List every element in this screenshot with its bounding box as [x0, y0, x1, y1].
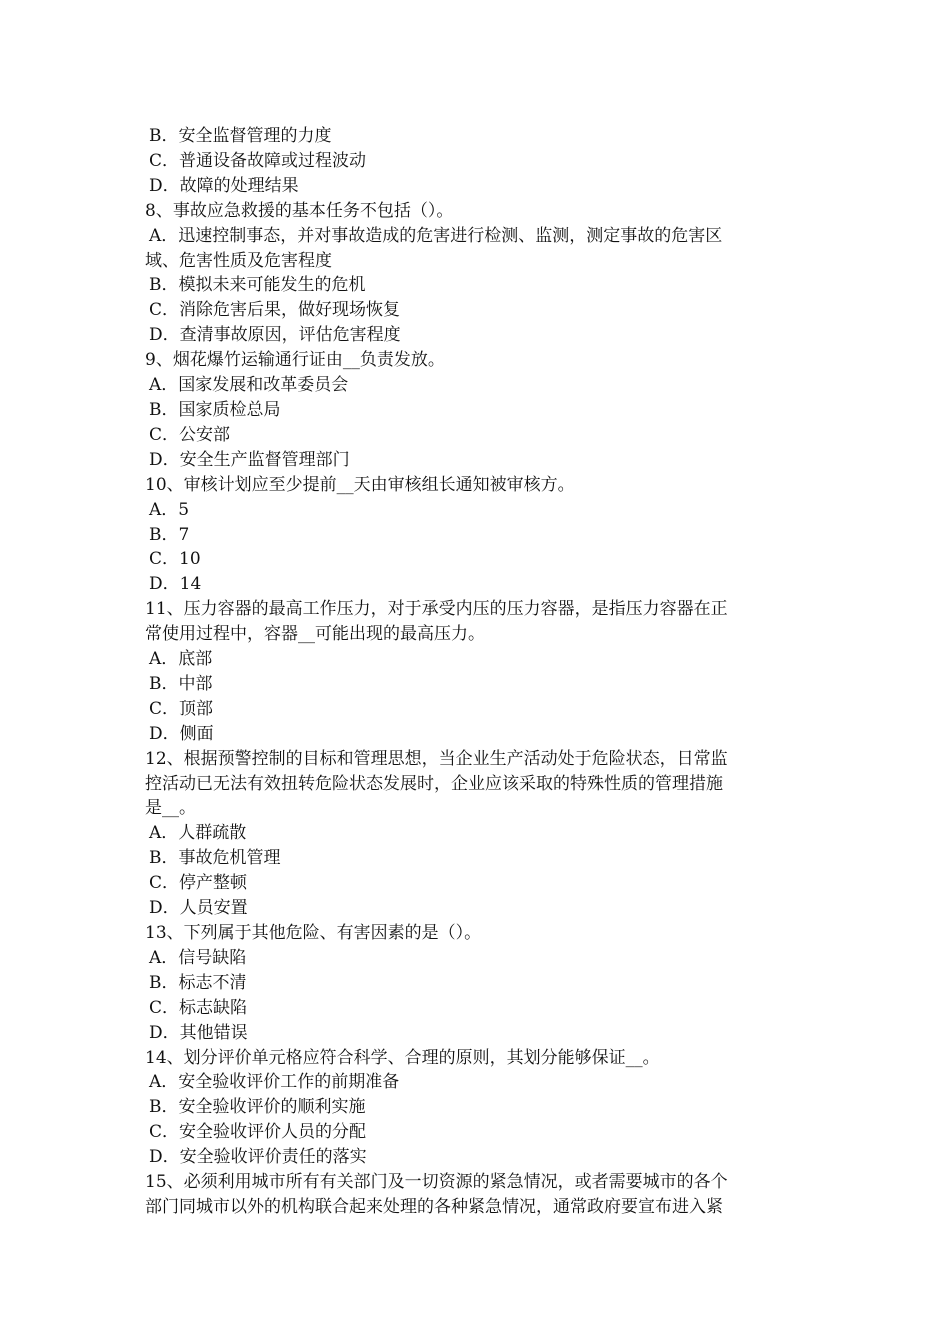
answer-option: D．安全验收评价责任的落实: [149, 1147, 367, 1168]
answer-option: B．模拟未来可能发生的危机: [149, 275, 366, 296]
question-text-continuation: 控活动已无法有效扭转危险状态发展时，企业应该采取的特殊性质的管理措施: [145, 773, 723, 794]
answer-option: A．迅速控制事态，并对事故造成的危害进行检测、监测，测定事故的危害区: [149, 225, 723, 246]
answer-option: C．公安部: [149, 424, 231, 445]
answer-option: C．普通设备故障或过程波动: [149, 150, 367, 171]
answer-option: B．安全验收评价的顺利实施: [149, 1097, 366, 1118]
answer-option: A．5: [149, 499, 190, 520]
question-text-continuation: 常使用过程中，容器__可能出现的最高压力。: [145, 624, 485, 645]
answer-option: B．国家质检总局: [149, 399, 281, 420]
question-text-continuation: 部门同城市以外的机构联合起来处理的各种紧急情况，通常政府要宣布进入紧: [145, 1196, 723, 1217]
question-text: 11、压力容器的最高工作压力，对于承受内压的压力容器，是指压力容器在正: [145, 599, 728, 620]
answer-option: D．14: [149, 574, 202, 595]
answer-option: A．安全验收评价工作的前期准备: [149, 1072, 400, 1093]
answer-option: D．人员安置: [149, 898, 248, 919]
answer-option: C．10: [149, 549, 201, 570]
question-text: 12、根据预警控制的目标和管理思想，当企业生产活动处于危险状态，日常监: [145, 748, 728, 769]
answer-option: A．信号缺陷: [149, 947, 247, 968]
question-text: 10、审核计划应至少提前__天由审核组长通知被审核方。: [145, 474, 575, 495]
answer-option: B．7: [149, 524, 190, 545]
question-text: 15、必须利用城市所有有关部门及一切资源的紧急情况，或者需要城市的各个: [145, 1172, 728, 1193]
answer-option: C．停产整顿: [149, 873, 248, 894]
answer-option: A．人群疏散: [149, 823, 247, 844]
answer-option: C．标志缺陷: [149, 997, 248, 1018]
answer-option: D．故障的处理结果: [149, 175, 299, 196]
answer-option: A．国家发展和改革委员会: [149, 375, 349, 396]
question-text: 9、烟花爆竹运输通行证由__负责发放。: [145, 350, 445, 371]
answer-option: C．安全验收评价人员的分配: [149, 1122, 367, 1143]
answer-option: B．安全监督管理的力度: [149, 126, 332, 146]
answer-option: D．侧面: [149, 723, 214, 744]
document-page: [145, 124, 810, 1220]
question-text: 13、下列属于其他危险、有害因素的是（）。: [145, 923, 482, 943]
answer-option: B．事故危机管理: [149, 848, 281, 869]
question-text-continuation: 域、危害性质及危害程度: [145, 250, 332, 271]
answer-option: B．标志不清: [149, 972, 247, 993]
answer-option: B．中部: [149, 673, 213, 694]
answer-option: D．其他错误: [149, 1022, 248, 1043]
answer-option: A．底部: [149, 649, 213, 670]
answer-option: C．消除危害后果，做好现场恢复: [149, 300, 401, 321]
answer-option: C．顶部: [149, 698, 214, 719]
answer-option: D．查清事故原因，评估危害程度: [149, 325, 401, 346]
question-text: 8、事故应急救援的基本任务不包括（）。: [145, 200, 454, 221]
question-text-continuation: 是__。: [145, 798, 196, 819]
answer-option: D．安全生产监督管理部门: [149, 449, 350, 470]
question-text: 14、划分评价单元格应符合科学、合理的原则，其划分能够保证__。: [145, 1047, 660, 1068]
